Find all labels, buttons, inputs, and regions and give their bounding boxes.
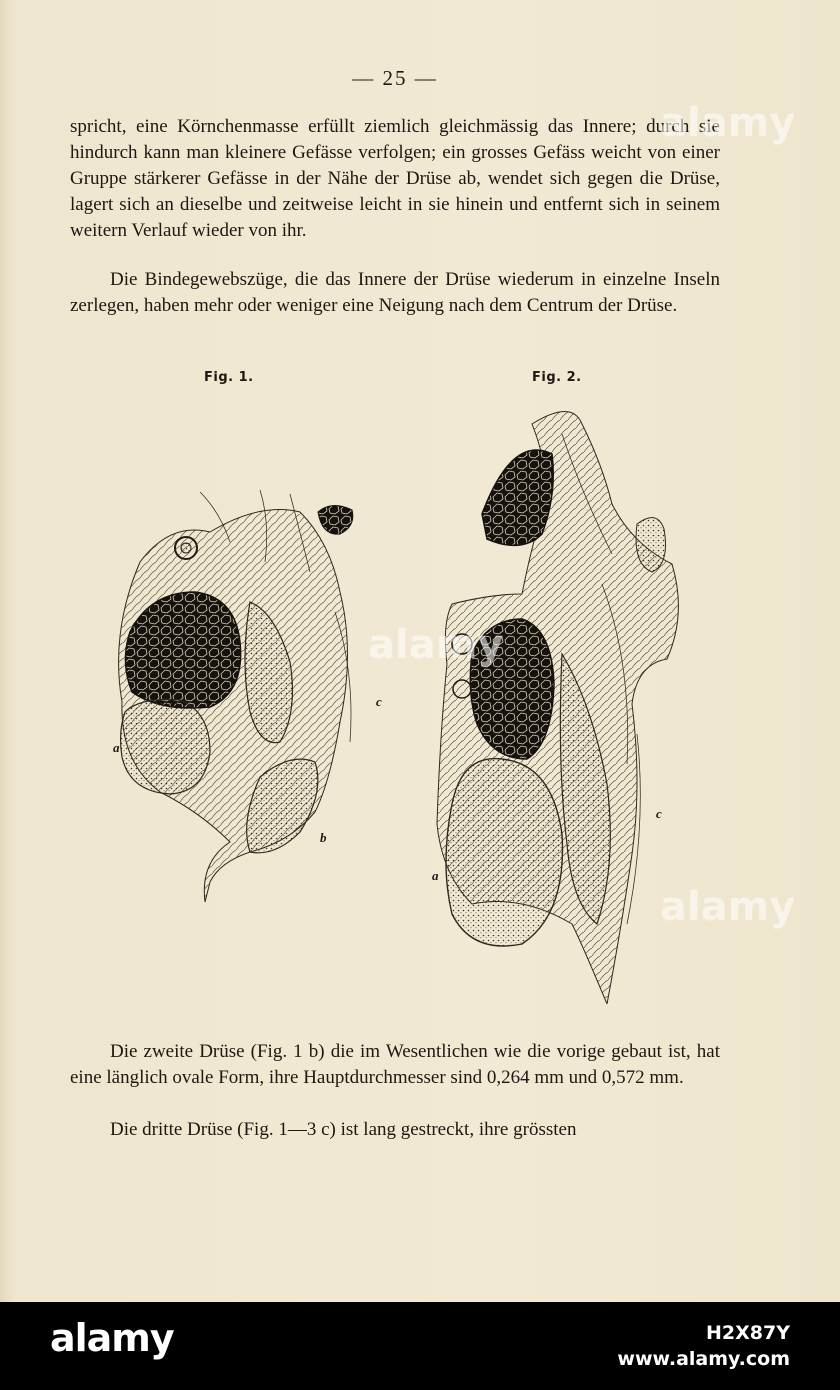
fig-1-label-c: c <box>376 694 382 709</box>
page-number: — 25 — <box>352 66 438 90</box>
watermark: alamy <box>660 884 796 930</box>
banner-image-info <box>617 1320 790 1372</box>
fig-2-label-a: a <box>432 868 439 883</box>
paragraph-4: Die dritte Drüse (Fig. 1—3 c) ist lang gestreckt, ihre grössten <box>110 1119 577 1140</box>
watermark: alamy <box>660 100 796 146</box>
watermark: alamy <box>368 622 504 668</box>
banner-logo: alamy <box>50 1316 174 1360</box>
fig-1-label-b: b <box>320 830 327 845</box>
fig-2-caption: Fig. 2. <box>532 370 582 385</box>
paragraph-2: Die Bindegewebszüge, die das Innere der Drüse wiederum in einzelne Inseln zerlegen, haben mehr oder weniger eine Neigung nach dem Centrum der Drüse. <box>70 269 720 316</box>
fig-1-illustration <box>100 482 390 922</box>
banner-url: www.alamy.com <box>617 1348 790 1370</box>
paragraph-1: spricht, eine Körnchenmasse erfüllt ziemlich gleichmässig das Innere; durch sie hindurch kann man kleinere Gefässe verfolgen; ein grosses Gefäss weicht von einer Gruppe stärkerer Gefässe in der Nähe der Drüse ab, wendet sich gegen die Drüse, lagert sich an dieselbe und zeitweise leicht in sie hinein und entfernt sich in seinem weitern Verlauf wieder von ihr. <box>70 116 720 241</box>
banner-image-id: H2X87Y <box>706 1322 790 1344</box>
paragraph-3: Die zweite Drüse (Fig. 1 b) die im Wesentlichen wie die vorige gebaut ist, hat eine länglich ovale Form, ihre Hauptdurchmesser sind 0,264 mm und 0,572 mm. <box>70 1041 720 1088</box>
fig-2-illustration <box>432 404 692 1004</box>
fig-2-label-c: c <box>656 806 662 821</box>
fig-1-label-a: a <box>113 740 120 755</box>
fig-1-caption: Fig. 1. <box>204 370 254 385</box>
